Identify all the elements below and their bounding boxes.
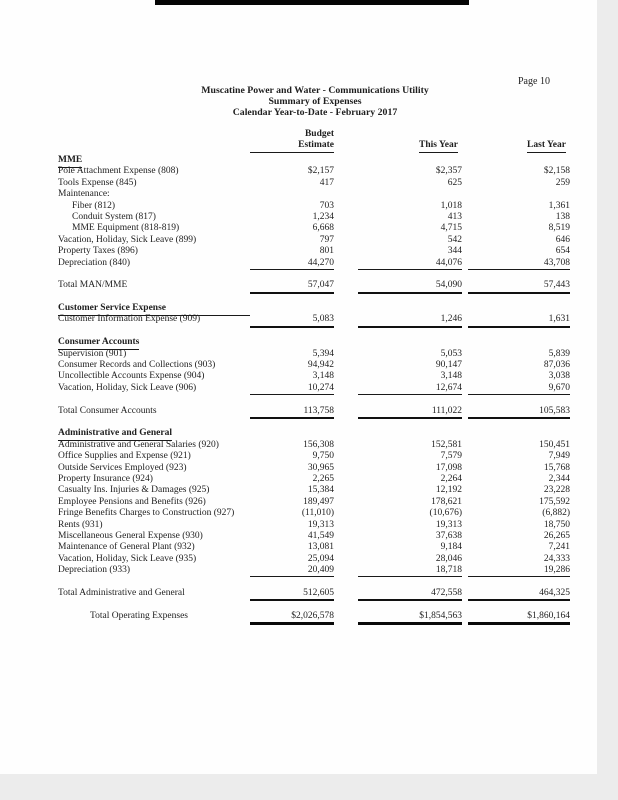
last-year-value: 87,036 — [543, 360, 570, 371]
row-label: Depreciation (840) — [58, 257, 131, 268]
expense-row — [58, 497, 572, 508]
this-year-value: 1,018 — [440, 200, 462, 211]
this-year-value: 472,558 — [358, 588, 462, 601]
last-year-value: 24,333 — [543, 553, 570, 564]
this-year-value: 19,313 — [435, 519, 462, 530]
last-year-value: 105,583 — [468, 406, 570, 419]
this-year-value: 44,076 — [358, 258, 462, 270]
this-year-value: 12,674 — [358, 383, 462, 395]
expense-row — [58, 201, 572, 212]
last-year-value: 175,592 — [539, 496, 570, 507]
this-year-value: 7,579 — [440, 451, 462, 462]
expense-row — [58, 258, 572, 269]
last-year-value: 18,750 — [543, 519, 570, 530]
row-label: Maintenance of General Plant (932) — [58, 542, 195, 553]
section-heading: Customer Service Expense — [58, 303, 250, 316]
expense-row — [58, 440, 572, 451]
row-spacer — [58, 394, 572, 405]
this-year-value: 5,053 — [440, 348, 462, 359]
this-year-value: 625 — [447, 177, 462, 188]
expense-row — [58, 463, 572, 474]
expense-row — [58, 554, 572, 565]
row-label: Property Taxes (896) — [58, 246, 138, 257]
budget-estimate-value: 15,384 — [307, 485, 334, 496]
row-label: Administrative and General Salaries (920) — [58, 439, 219, 450]
expense-row — [58, 485, 572, 496]
budget-estimate-value: 2,265 — [312, 473, 334, 484]
row-label: Vacation, Holiday, Sick Leave (935) — [58, 553, 197, 564]
budget-estimate-value: 417 — [319, 177, 334, 188]
last-year-value: 654 — [555, 246, 570, 257]
budget-estimate-value: 13,081 — [307, 542, 334, 553]
grand-total-row — [58, 611, 572, 622]
expense-table — [58, 155, 572, 622]
row-label: Rents (931) — [58, 519, 103, 530]
expense-row — [58, 508, 572, 519]
row-label: Casualty Ins. Injuries & Damages (925) — [58, 485, 210, 496]
row-label: Office Supplies and Expense (921) — [58, 451, 191, 462]
budget-estimate-value: 512,605 — [250, 588, 334, 601]
this-year-value: 413 — [447, 211, 462, 222]
expense-row — [58, 223, 572, 234]
document-period: Calendar Year-to-Date - February 2017 — [232, 107, 398, 119]
section-total-row — [58, 406, 572, 417]
expense-row — [58, 189, 572, 200]
expense-row — [58, 383, 572, 394]
expense-row — [58, 360, 572, 371]
row-label: Vacation, Holiday, Sick Leave (899) — [58, 234, 197, 245]
row-label: Total Administrative and General — [58, 587, 185, 598]
last-year-value: (6,882) — [542, 508, 570, 519]
expense-row — [58, 235, 572, 246]
row-label: Fiber (812) — [72, 200, 116, 211]
expense-row — [58, 542, 572, 553]
column-header-this-year — [358, 129, 462, 153]
budget-estimate-value: 57,047 — [250, 280, 334, 293]
column-header-this-year-label: This Year — [419, 140, 458, 153]
budget-estimate-value: 801 — [319, 246, 334, 257]
expense-row — [58, 349, 572, 360]
budget-estimate-value: 30,965 — [307, 462, 334, 473]
budget-estimate-value: 9,750 — [312, 451, 334, 462]
budget-estimate-value: 156,308 — [303, 439, 334, 450]
this-year-value: 178,621 — [431, 496, 462, 507]
column-header-budget-estimate — [250, 129, 334, 153]
column-header-last-year-label: Last Year — [527, 140, 566, 153]
row-label: Vacation, Holiday, Sick Leave (906) — [58, 382, 197, 393]
expense-row — [58, 314, 572, 325]
this-year-value: 37,638 — [435, 530, 462, 541]
budget-estimate-value: 20,409 — [250, 565, 334, 577]
section-heading-row — [58, 303, 572, 314]
expense-row — [58, 371, 572, 382]
row-label: MME Equipment (818-819) — [72, 223, 180, 234]
this-year-value: 12,192 — [435, 485, 462, 496]
this-year-value: 4,715 — [440, 223, 462, 234]
expense-row — [58, 520, 572, 531]
row-label: Property Insurance (924) — [58, 473, 153, 484]
section-heading-row — [58, 337, 572, 348]
budget-estimate-value: (11,010) — [301, 508, 334, 519]
last-year-value: 43,708 — [468, 258, 570, 270]
this-year-value: $1,854,563 — [358, 611, 462, 625]
budget-estimate-value: 703 — [319, 200, 334, 211]
section-heading: Consumer Accounts — [58, 337, 139, 350]
row-label: Tools Expense (845) — [58, 177, 137, 188]
section-heading-row — [58, 155, 572, 166]
table-column-headers — [58, 129, 572, 153]
budget-estimate-value: 5,394 — [312, 348, 334, 359]
this-year-value: 90,147 — [435, 360, 462, 371]
last-year-value: $1,860,164 — [468, 611, 570, 625]
last-year-value: 26,265 — [543, 530, 570, 541]
document-title: Muscatine Power and Water - Communications Utility — [201, 85, 429, 96]
section-heading-row — [58, 428, 572, 439]
this-year-value: 111,022 — [358, 406, 462, 419]
last-year-value: 2,344 — [548, 473, 570, 484]
row-label: Depreciation (933) — [58, 565, 131, 576]
row-label: Maintenance: — [58, 189, 110, 200]
last-year-value: 7,949 — [548, 451, 570, 462]
expense-row — [58, 531, 572, 542]
last-year-value: 1,631 — [468, 314, 570, 327]
expense-row — [58, 178, 572, 189]
this-year-value: 542 — [447, 234, 462, 245]
row-label: Conduit System (817) — [72, 211, 156, 222]
section-total-row — [58, 588, 572, 599]
section-heading: Administrative and General — [58, 428, 172, 441]
this-year-value: 1,246 — [358, 314, 462, 327]
row-label: Consumer Records and Collections (903) — [58, 360, 216, 371]
label-column-spacer — [58, 129, 250, 153]
budget-estimate-value: 41,549 — [307, 530, 334, 541]
last-year-value: 23,228 — [543, 485, 570, 496]
last-year-value: 150,451 — [539, 439, 570, 450]
expense-row — [58, 212, 572, 223]
budget-estimate-value: $2,026,578 — [250, 611, 334, 625]
row-spacer — [58, 269, 572, 280]
this-year-value: 3,148 — [440, 371, 462, 382]
last-year-value: 1,361 — [548, 200, 570, 211]
budget-estimate-value: 189,497 — [303, 496, 334, 507]
budget-estimate-value: 94,942 — [307, 360, 334, 371]
column-header-budget-line1: Budget — [304, 129, 334, 139]
last-year-value: 8,519 — [548, 223, 570, 234]
last-year-value: 19,286 — [468, 565, 570, 577]
column-header-last-year — [468, 129, 570, 153]
column-header-budget-line2: Estimate — [298, 140, 334, 151]
row-label: Uncollectible Accounts Expense (904) — [58, 371, 205, 382]
row-label: Supervision (901) — [58, 348, 127, 359]
last-year-value: 138 — [555, 211, 570, 222]
budget-estimate-value: 113,758 — [250, 406, 334, 419]
this-year-value: 152,581 — [431, 439, 462, 450]
expense-row — [58, 565, 572, 576]
last-year-value: 464,325 — [468, 588, 570, 601]
this-year-value: 18,718 — [358, 565, 462, 577]
last-year-value: 259 — [555, 177, 570, 188]
expense-row — [58, 451, 572, 462]
section-total-row — [58, 280, 572, 291]
row-label: Customer Information Expense (909) — [58, 314, 201, 325]
budget-estimate-value: 1,234 — [312, 211, 334, 222]
row-label: Outside Services Employed (923) — [58, 462, 187, 473]
this-year-value: 17,098 — [435, 462, 462, 473]
budget-estimate-value: 25,094 — [307, 553, 334, 564]
last-year-value: 5,839 — [548, 348, 570, 359]
last-year-value: 7,241 — [548, 542, 570, 553]
row-label: Pole Attachment Expense (808) — [58, 166, 179, 177]
this-year-value: $2,357 — [435, 166, 462, 177]
this-year-value: 54,090 — [358, 280, 462, 293]
row-label: Employee Pensions and Benefits (926) — [58, 496, 206, 507]
row-label: Miscellaneous General Expense (930) — [58, 530, 203, 541]
last-year-value: 57,443 — [468, 280, 570, 293]
budget-estimate-value: 19,313 — [307, 519, 334, 530]
budget-estimate-value: 6,668 — [312, 223, 334, 234]
last-year-value: 9,670 — [468, 383, 570, 395]
page-number: Page 10 — [518, 76, 550, 87]
this-year-value: 9,184 — [440, 542, 462, 553]
row-label: Total MAN/MME — [58, 280, 128, 291]
budget-estimate-value: $2,157 — [307, 166, 334, 177]
section-heading: MME — [58, 155, 82, 168]
budget-estimate-value: 10,274 — [250, 383, 334, 395]
this-year-value: 344 — [447, 246, 462, 257]
last-year-value: 646 — [555, 234, 570, 245]
this-year-value: 28,046 — [435, 553, 462, 564]
budget-estimate-value: 5,083 — [250, 314, 334, 327]
document-subtitle: Summary of Expenses — [268, 96, 362, 108]
document-header — [58, 85, 572, 119]
row-label: Total Operating Expenses — [90, 610, 189, 621]
budget-estimate-value: 797 — [319, 234, 334, 245]
last-year-value: 15,768 — [543, 462, 570, 473]
expense-row — [58, 474, 572, 485]
row-label: Fringe Benefits Charges to Construction (927) — [58, 508, 235, 519]
row-label: Total Consumer Accounts — [58, 405, 157, 416]
budget-estimate-value: 44,270 — [250, 258, 334, 270]
this-year-value: 2,264 — [440, 473, 462, 484]
expense-row — [58, 166, 572, 177]
expense-row — [58, 246, 572, 257]
row-spacer — [58, 576, 572, 587]
last-year-value: $2,158 — [543, 166, 570, 177]
this-year-value: (10,676) — [429, 508, 462, 519]
last-year-value: 3,038 — [548, 371, 570, 382]
scan-artifact-bar — [155, 0, 469, 5]
budget-estimate-value: 3,148 — [312, 371, 334, 382]
